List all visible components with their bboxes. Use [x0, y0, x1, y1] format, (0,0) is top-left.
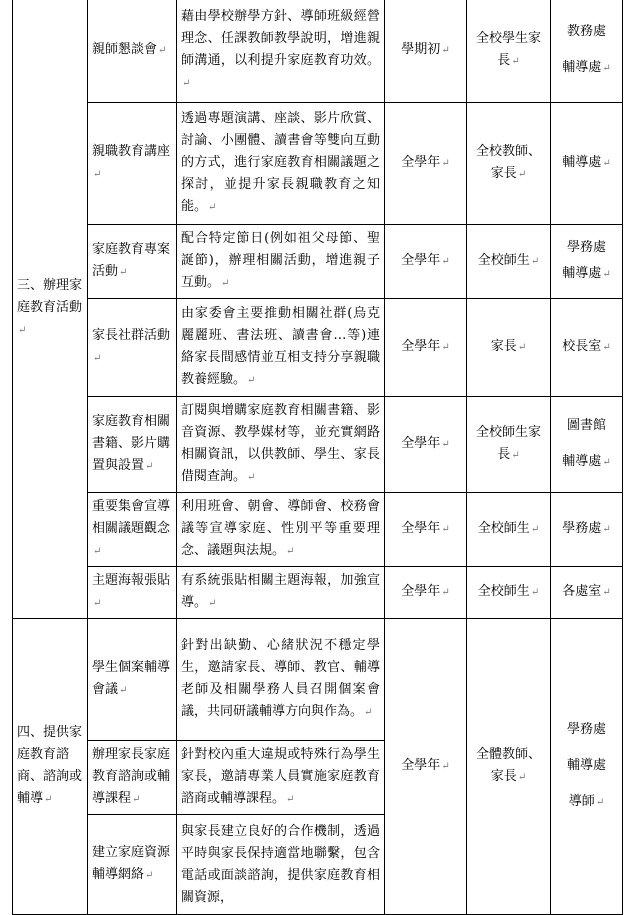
desc-text: 由家委會主要推動相關社群(烏克麗麗班、書法班、讀書會…等)連絡家長間感情並互相支持分享親職教養經驗。 [181, 306, 380, 387]
target-cell: 全校師生↵ [467, 225, 551, 299]
desc-text: 有系統張貼相關主題海報，加強宣導。 [181, 573, 380, 610]
item-cell: 家庭教育專案活動↵ [88, 225, 177, 299]
target-text: 全校師生 [477, 521, 530, 536]
desc-cell: 由家委會主要推動相關社群(烏克麗麗班、書法班、讀書會…等)連絡家長間感情並互相支持分享親職教養經驗。↵ [177, 299, 385, 397]
target-text: 全校師生家長 [475, 425, 541, 462]
target-cell: 全校師生家長↵ [467, 397, 551, 493]
table-row [13, 225, 623, 299]
target-text: 全校師生 [477, 584, 530, 599]
desc-text: 配合特定節日(例如祖父母節、聖誕節)，辦理相關活動，增進親子互動。 [181, 231, 380, 290]
target-cell: 全體教師、家長↵ [467, 619, 551, 915]
time-cell: 全學年↵ [385, 493, 467, 567]
time-cell: 全學年↵ [385, 567, 467, 619]
desc-cell: 訂閱與增購家庭教育相關書籍、影音資源、教學媒材等，並充實網路相關資訊，以供教師、學生、家長借閱查詢。↵ [177, 397, 385, 493]
item-cell: 家庭教育相關書籍、影片購置與設置↵ [88, 397, 177, 493]
desc-text: 針對校內重大違規或特殊行為學生家長，邀請專業人員實施家庭教育諮商或輔導課程。 [181, 747, 380, 806]
desc-cell: 配合特定節日(例如祖父母節、聖誕節)，辦理相關活動，增進親子互動。↵ [177, 225, 385, 299]
unit-label: 輔導處 [562, 454, 602, 469]
item-label: 親師懇談會 [92, 42, 158, 57]
unit-cell: 各處室↵ [551, 567, 623, 619]
time-text: 全學年 [401, 758, 441, 773]
item-label: 重要集會宣導相關議題觀念 [92, 499, 171, 536]
item-label: 主題海報張貼 [92, 573, 171, 588]
item-cell: 學生個案輔導會議↵ [88, 619, 177, 741]
unit-label: 輔導處 [566, 758, 606, 773]
unit-label: 教務處 [566, 24, 606, 39]
table-row [13, 619, 623, 741]
desc-text: 與家長建立良好的合作機制，透過平時與家長保持適當地聯繫，包含電話或面談諮詢，提供家庭教育相關資源， [181, 823, 380, 905]
item-label: 學生個案輔導會議 [92, 660, 171, 697]
item-cell: 親師懇談會↵ [88, 0, 177, 103]
item-label: 家庭教育專案活動 [92, 242, 171, 279]
time-cell: 全學年↵ [385, 299, 467, 397]
table-row [13, 299, 623, 397]
desc-cell: 透過專題演講、座談、影片欣賞、討論、小團體、讀書會等雙向互動的方式，進行家庭教育相關議題之探討，並提升家長親職教育之知能。↵ [177, 103, 385, 225]
target-text: 全校師生 [477, 253, 530, 268]
target-cell: 全校學生家長↵ [467, 0, 551, 103]
time-text: 全學年 [401, 339, 441, 354]
desc-text: 利用班會、朝會、導師會、校務會議等宣導家庭、性別平等重要理念、議題與法規。 [181, 499, 380, 558]
unit-label: 學務處 [562, 521, 602, 536]
unit-label: 導師 [568, 794, 595, 809]
unit-cell: 學務處 輔導處↵ [551, 225, 623, 299]
item-label: 辦理家長家庭教育諮詢或輔導課程 [92, 747, 171, 806]
desc-cell: 有系統張貼相關主題海報，加強宣導。↵ [177, 567, 385, 619]
target-cell: 全校師生↵ [467, 493, 551, 567]
desc-cell: 針對校內重大違規或特殊行為學生家長，邀請專業人員實施家庭教育諮商或輔導課程。↵ [177, 741, 385, 815]
item-label: 家庭教育相關書籍、影片購置與設置 [92, 414, 171, 473]
desc-cell: 利用班會、朝會、導師會、校務會議等宣導家庭、性別平等重要理念、議題與法規。↵ [177, 493, 385, 567]
item-label: 家長社群活動 [92, 328, 171, 343]
time-text: 全學年 [401, 436, 441, 451]
item-label: 親職教育講座 [92, 144, 171, 159]
unit-label: 輔導處 [562, 266, 602, 281]
unit-label: 學務處 [566, 240, 606, 255]
item-cell: 主題海報張貼↵ [88, 567, 177, 619]
desc-text: 藉由學校辦學方針、導師班級經營理念、任課教師教學說明，增進親師溝通，以利提升家庭教育功效。 [181, 9, 380, 68]
unit-cell: 教務處 輔導處↵ [551, 0, 623, 103]
time-cell: 全學年↵ [385, 397, 467, 493]
table-row [13, 103, 623, 225]
item-cell: 親職教育講座↵ [88, 103, 177, 225]
time-cell: 全學年↵ [385, 225, 467, 299]
item-cell: 建立家庭資源輔導網絡↵ [88, 815, 177, 915]
target-cell: 家長↵ [467, 299, 551, 397]
table-row [13, 567, 623, 619]
target-text: 全校學生家長 [475, 31, 541, 68]
target-cell: 全校師生↵ [467, 567, 551, 619]
target-text: 家長 [490, 339, 517, 354]
category-label: 三、辦理家庭教育活動 [17, 278, 83, 315]
desc-cell [177, 815, 385, 915]
time-text: 全學年 [401, 584, 441, 599]
table-row [13, 493, 623, 567]
category-cell: 四、提供家庭教育諮商、諮詢或輔導↵ [13, 619, 88, 915]
time-text: 全學年 [401, 253, 441, 268]
time-text: 全學年 [401, 155, 441, 170]
item-label: 建立家庭資源輔導網絡 [92, 845, 171, 882]
time-text: 全學年 [401, 521, 441, 536]
unit-label: 圖書館 [566, 418, 606, 433]
unit-label: 輔導處 [562, 60, 602, 75]
time-cell: 全學年↵ [385, 103, 467, 225]
target-cell: 全校教師、家長↵ [467, 103, 551, 225]
unit-cell: 校長室↵ [551, 299, 623, 397]
time-cell: 學期初↵ [385, 0, 467, 103]
desc-text: 訂閱與增購家庭教育相關書籍、影音資源、教學媒材等，並充實網路相關資訊，以供教師、學生、家長借閱查詢。 [181, 403, 380, 484]
unit-label: 各處室 [562, 584, 602, 599]
activity-plan-table [12, 0, 623, 915]
item-cell: 辦理家長家庭教育諮詢或輔導課程↵ [88, 741, 177, 815]
target-text: 全體教師、家長 [475, 747, 541, 784]
table-row [13, 397, 623, 493]
time-text: 學期初 [401, 42, 441, 57]
unit-cell: 圖書館 輔導處↵ [551, 397, 623, 493]
item-cell: 家長社群活動↵ [88, 299, 177, 397]
target-text: 全校教師、家長 [475, 144, 541, 181]
item-cell: 重要集會宣導相關議題觀念↵ [88, 493, 177, 567]
category-cell: 三、辦理家庭教育活動↵ [13, 0, 88, 619]
unit-cell: 學務處 輔導處 導師↵ [551, 619, 623, 915]
category-label: 四、提供家庭教育諮商、諮詢或輔導 [17, 725, 83, 806]
unit-cell: 學務處↵ [551, 493, 623, 567]
unit-label: 校長室 [562, 339, 602, 354]
desc-text: 針對出缺勤、心緒狀況不穩定學生，邀請家長、導師、教官、輔導老師及相關學務人員召開個案會議，共同研議輔導方向與作為。 [181, 638, 380, 719]
time-cell: 全學年↵ [385, 619, 467, 915]
table-row [13, 0, 623, 103]
desc-cell: 針對出缺勤、心緒狀況不穩定學生，邀請家長、導師、教官、輔導老師及相關學務人員召開個案會議，共同研議輔導方向與作為。↵ [177, 619, 385, 741]
unit-label: 輔導處 [562, 155, 602, 170]
unit-label: 學務處 [566, 722, 606, 737]
desc-cell: 藉由學校辦學方針、導師班級經營理念、任課教師教學說明，增進親師溝通，以利提升家庭教育功效。↵ [177, 0, 385, 103]
desc-text: 透過專題演講、座談、影片欣賞、討論、小團體、讀書會等雙向互動的方式，進行家庭教育相關議題之探討，並提升家長親職教育之知能。 [181, 111, 380, 214]
unit-cell: 輔導處↵ [551, 103, 623, 225]
